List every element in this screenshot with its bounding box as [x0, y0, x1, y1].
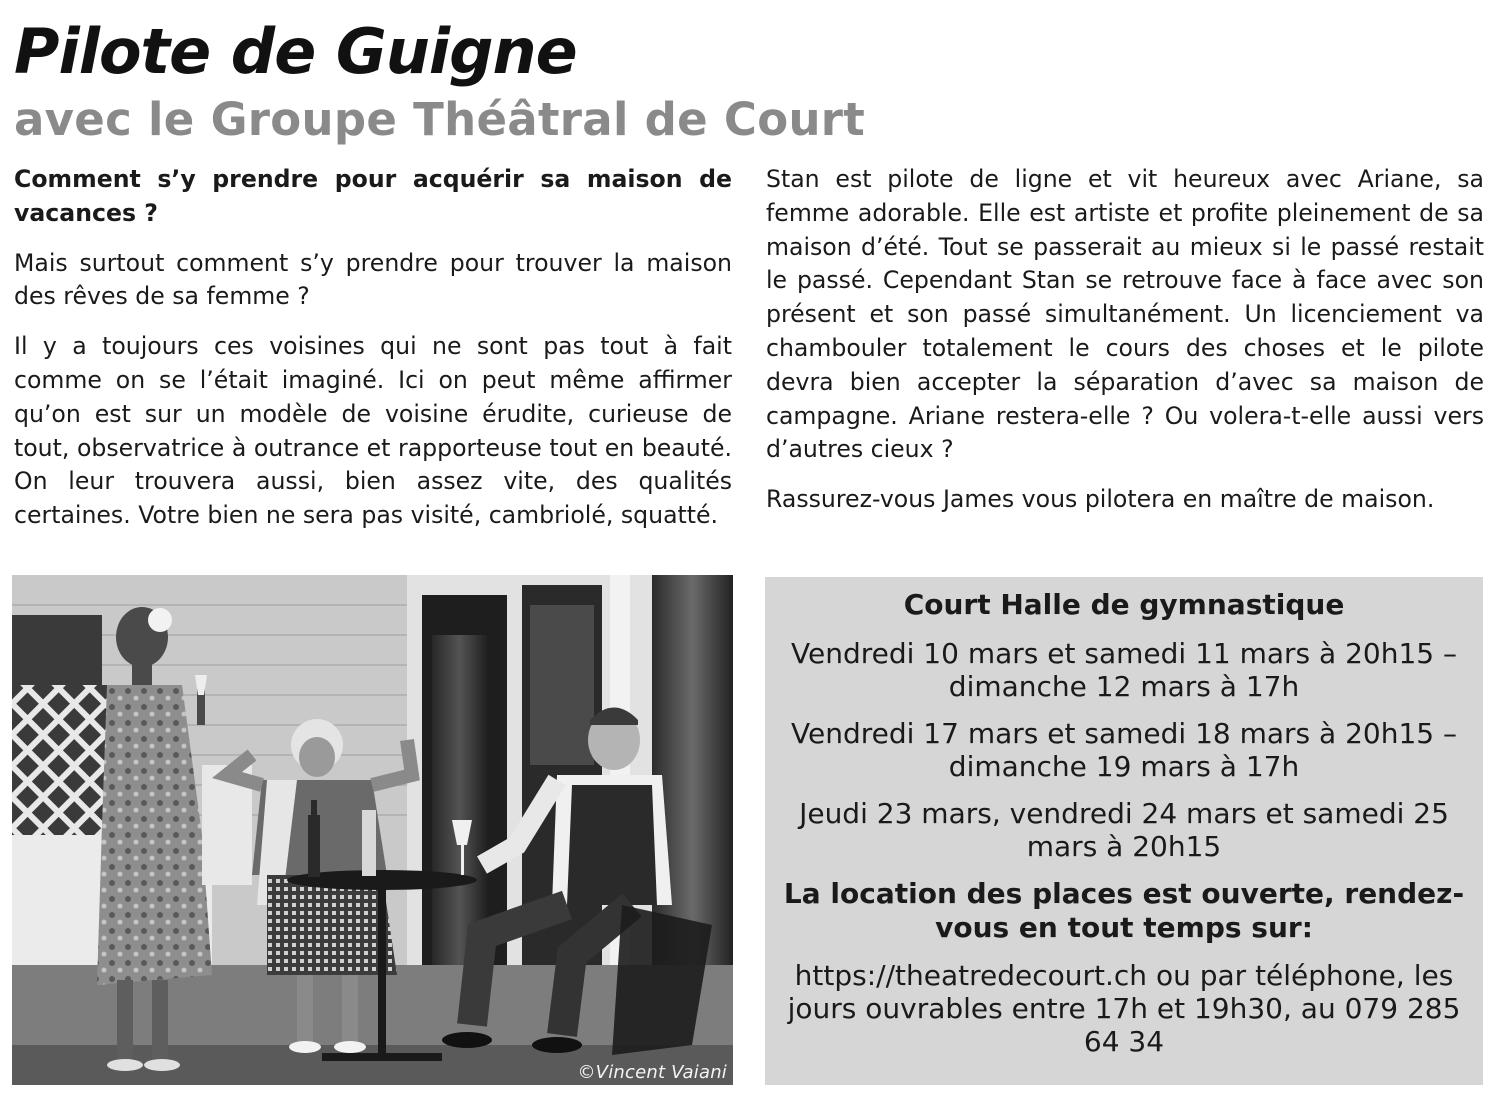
lead-question: Comment s’y prendre pour acquérir sa maison de vacances ?: [14, 165, 732, 227]
booking-contact: https://theatredecourt.ch ou par téléphone, les jours ouvrables entre 17h et 19h30, au 079 285 64 34: [787, 959, 1461, 1058]
article-title: Pilote de Guigne: [14, 15, 577, 88]
stage-photo-illustration: [12, 575, 733, 1085]
performance-dates: Jeudi 23 mars, vendredi 24 mars et samedi 25 mars à 20h15: [799, 797, 1449, 863]
article-subtitle: avec le Groupe Théâtral de Court: [14, 93, 866, 146]
paragraph: Stan est pilote de ligne et vit heureux avec Ariane, sa femme adorable. Elle est artiste et profite pleinement de sa maison d’été. Tout se passerait au mieux si le passé restait le passé. Cependant Stan se retrouve face à face avec son présent et son passé simultanément. Un licenciement va chambouler totalement le cours des choses et le pilote devra bien accepter la séparation d’avec sa maison de campagne. Ariane restera-elle ? Ou volera-t-elle aussi vers d’autres cieux ?: [766, 165, 1484, 464]
booking-call-to-action: La location des places est ouverte, rendez-vous en tout temps sur:: [783, 877, 1465, 944]
left-column: [14, 163, 732, 549]
performance-dates: Vendredi 10 mars et samedi 11 mars à 20h15 – dimanche 12 mars à 17h: [791, 637, 1457, 703]
venue-heading: Court Halle de gymnastique: [903, 588, 1345, 621]
paragraph: Mais surtout comment s’y prendre pour trouver la maison des rêves de sa femme ?: [14, 248, 732, 311]
stage-photo: [12, 575, 733, 1085]
photo-credit: ©Vincent Vaiani: [577, 1062, 727, 1083]
right-column: [766, 163, 1484, 533]
paragraph: Rassurez-vous James vous pilotera en maître de maison.: [766, 485, 1435, 514]
performance-dates: Vendredi 17 mars et samedi 18 mars à 20h15 – dimanche 19 mars à 17h: [791, 717, 1457, 783]
event-info-box: [765, 577, 1483, 1085]
paragraph: Il y a toujours ces voisines qui ne sont pas tout à fait comme on se l’était imaginé. Ici on peut même affirmer qu’on est sur un modèle de voisine érudite, curieuse de tout, observatrice à outrance et rapporteuse tout en beauté. On leur trouvera aussi, bien assez vite, des qualités certaines. Votre bien ne sera pas visité, cambriolé, squatté.: [14, 332, 732, 530]
